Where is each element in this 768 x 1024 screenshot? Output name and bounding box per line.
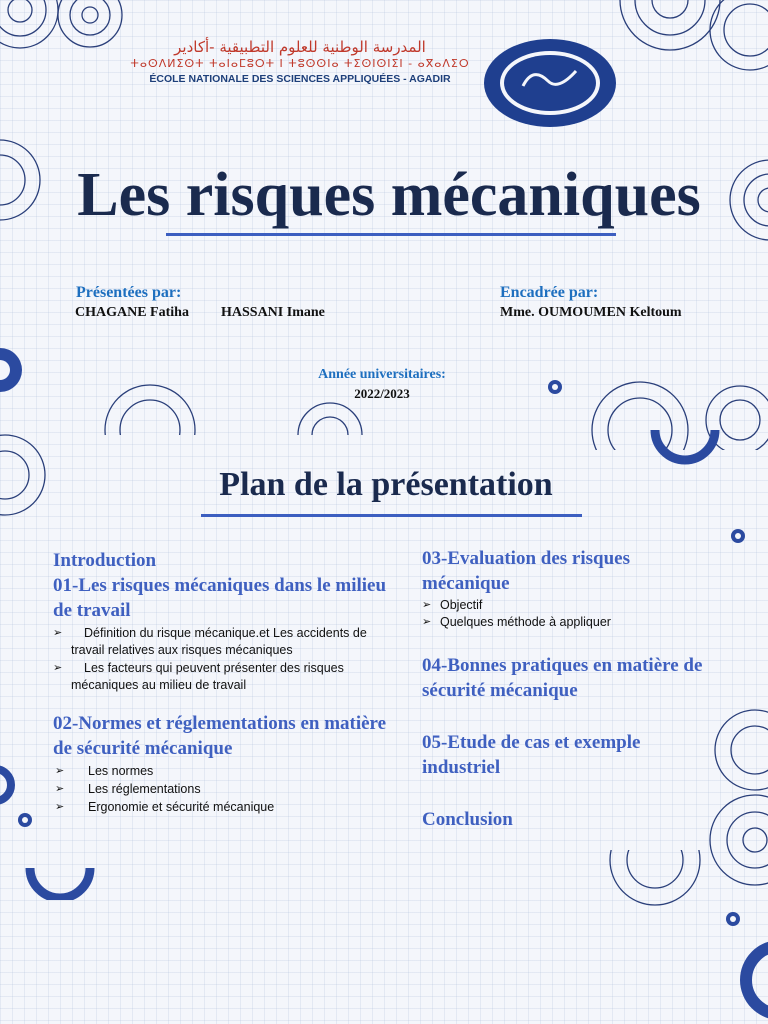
page-title: Les risques mécaniques (77, 161, 701, 229)
plan-conclusion: Conclusion (422, 809, 513, 830)
gear-decoration-bottom-right (600, 850, 710, 910)
school-name-french: ÉCOLE NATIONALE DES SCIENCES APPLIQUÉES - AGADIR (149, 73, 451, 85)
plan-section-01-list (53, 625, 398, 694)
plan-section-05: 05-Etude de cas et exemple industriel (422, 732, 641, 778)
title-underline (166, 233, 616, 236)
gear-small-icon-3 (16, 811, 34, 829)
gear-decoration-mid-left (90, 375, 230, 435)
presenter-name-1: CHAGANE Fatiha (75, 305, 189, 320)
list-item: ➢ Objectif (422, 598, 483, 612)
bullet-arrow-icon: ➢ (55, 801, 65, 813)
gear-solid-right (650, 425, 720, 465)
plan-section-01: 01-Les risques mécaniques dans le milieu de travail (53, 575, 387, 621)
school-name-block (130, 38, 470, 86)
bullet-arrow-icon: ➢ (53, 662, 63, 674)
list-item: ➢ Les facteurs qui peuvent présenter des risques mécaniques au milieu de travail (53, 661, 344, 692)
gear-solid-left-low (0, 760, 20, 810)
list-item: ➢ Définition du risque mécanique.et Les accidents de travail relatives aux risques mécaniques (53, 626, 367, 657)
presenter-name-2: HASSANI Imane (221, 305, 325, 320)
list-item: ➢ Les réglementations (55, 782, 201, 796)
plan-section-02-list (53, 763, 398, 817)
school-name-tifinagh: ⵜⴰⵙⴷⵍⵉⵙⵜ ⵜⴰⵏⴰⵎⵓⵔⵜ ⵏ ⵜⵓⵙⵙⵏⴰ ⵜⵉⵙⵏⵙⵏⵉⵏ - ⴰⴳⴰⴷⵉⵔ (130, 57, 470, 70)
list-item: ➢ Quelques méthode à appliquer (422, 615, 611, 629)
bullet-arrow-icon: ➢ (55, 783, 65, 795)
gear-small-icon-4 (724, 910, 742, 928)
presenters-label: Présentées par: (76, 284, 182, 301)
plan-section-03-list (422, 597, 722, 631)
year-label: Année universitaires: (318, 367, 446, 382)
bullet-arrow-icon: ➢ (422, 616, 432, 628)
gear-solid-bottom-left (25, 860, 95, 900)
gear-decoration-top-left (0, 0, 140, 110)
supervisor-label: Encadrée par: (500, 284, 599, 301)
plan-intro: Introduction (53, 550, 157, 571)
plan-section-04: 04-Bonnes pratiques en matière de sécurité mécanique (422, 655, 703, 701)
gear-decoration-top-right (600, 0, 768, 100)
plan-left-column (53, 548, 398, 817)
year-value: 2022/2023 (354, 386, 410, 401)
plan-title-underline (201, 514, 582, 517)
list-item: ➢ Ergonomie et sécurité mécanique (55, 800, 275, 814)
school-name-arabic: المدرسة الوطنية للعلوم التطبيقية -أكادير (174, 38, 426, 56)
plan-right-column (422, 546, 722, 832)
supervisor-name: Mme. OUMOUMEN Keltoum (500, 305, 682, 320)
bullet-arrow-icon: ➢ (55, 765, 65, 777)
plan-title: Plan de la présentation (219, 466, 553, 503)
university-seal-logo (483, 38, 617, 128)
plan-section-03: 03-Evaluation des risques mécanique (422, 548, 630, 594)
gear-solid-bottom-right (740, 940, 768, 1024)
list-item: ➢ Les normes (55, 764, 154, 778)
gear-small-icon-2 (729, 527, 747, 545)
bullet-arrow-icon: ➢ (422, 599, 432, 611)
bullet-arrow-icon: ➢ (53, 627, 63, 639)
plan-section-02: 02-Normes et réglementations en matière de sécurité mécanique (53, 713, 387, 759)
